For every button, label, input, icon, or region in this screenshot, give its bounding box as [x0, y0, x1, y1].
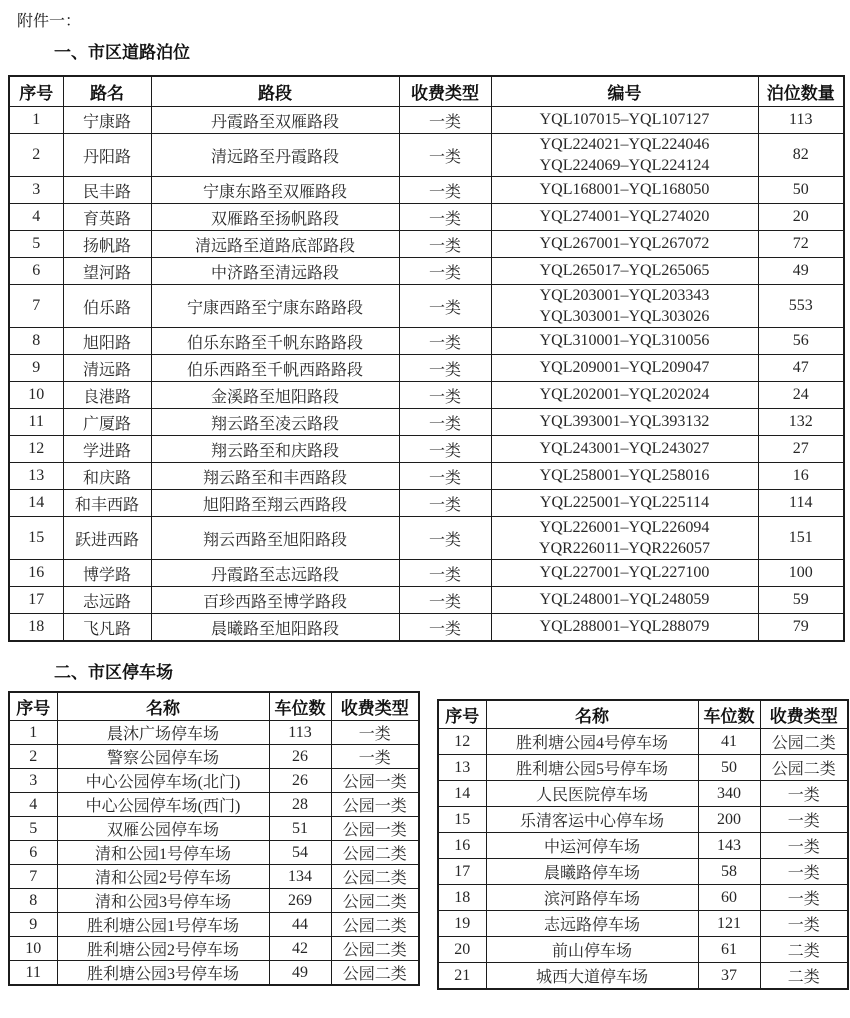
fee-type-cell: 公园一类	[331, 817, 419, 841]
table-row	[438, 937, 848, 963]
table-row	[438, 885, 848, 911]
table-row	[9, 793, 419, 817]
road-name-cell: 民丰路	[63, 177, 151, 204]
index-cell: 1	[9, 721, 57, 745]
table-row	[9, 517, 844, 560]
fee-type-cell: 公园一类	[331, 793, 419, 817]
fee-type-cell: 一类	[399, 436, 491, 463]
fee-type-cell: 一类	[399, 382, 491, 409]
attachment-label: 附件一：	[17, 13, 82, 30]
space-count-cell: 61	[698, 937, 760, 963]
lot-name-cell: 胜利塘公园4号停车场	[486, 729, 698, 755]
berth-code-cell: YQL202001–YQL202024	[491, 382, 758, 409]
fee-type-cell: 一类	[399, 355, 491, 382]
berth-code-cell: YQL209001–YQL209047	[491, 355, 758, 382]
fee-type-cell: 二类	[760, 937, 848, 963]
berth-code-cell: YQL227001–YQL227100	[491, 560, 758, 587]
berth-count-cell: 113	[758, 107, 844, 134]
header-row	[9, 76, 844, 107]
lot-name-cell: 晨曦路停车场	[486, 859, 698, 885]
road-name-cell: 学进路	[63, 436, 151, 463]
header-row	[438, 700, 848, 729]
space-count-cell: 26	[269, 769, 331, 793]
table-row	[9, 177, 844, 204]
fee-type-cell: 公园一类	[331, 769, 419, 793]
berth-count-cell: 24	[758, 382, 844, 409]
space-count-cell: 49	[269, 961, 331, 986]
table-row	[9, 560, 844, 587]
index-cell: 14	[9, 490, 63, 517]
lot-name-cell: 晨沐广场停车场	[57, 721, 269, 745]
road-name-header: 路名	[63, 76, 151, 107]
fee-type-cell: 一类	[399, 409, 491, 436]
road-section-cell: 翔云西路至旭阳路段	[151, 517, 399, 560]
index-header: 序号	[9, 692, 57, 721]
road-name-cell: 和丰西路	[63, 490, 151, 517]
table-row	[9, 285, 844, 328]
fee-type-header: 收费类型	[331, 692, 419, 721]
index-cell: 8	[9, 328, 63, 355]
fee-type-cell: 一类	[399, 463, 491, 490]
berth-count-cell: 50	[758, 177, 844, 204]
space-count-cell: 42	[269, 937, 331, 961]
berth-count-cell: 82	[758, 134, 844, 177]
road-name-cell: 飞凡路	[63, 614, 151, 642]
berth-code-cell: YQL274001–YQL274020	[491, 204, 758, 231]
berth-code-cell: YQL243001–YQL243027	[491, 436, 758, 463]
table-row	[9, 490, 844, 517]
fee-type-cell: 一类	[331, 745, 419, 769]
road-name-cell: 扬帆路	[63, 231, 151, 258]
berth-count-cell: 27	[758, 436, 844, 463]
road-section-cell: 清远路至丹霞路段	[151, 134, 399, 177]
space-count-cell: 121	[698, 911, 760, 937]
fee-type-cell: 一类	[760, 781, 848, 807]
index-cell: 19	[438, 911, 486, 937]
index-cell: 3	[9, 177, 63, 204]
road-name-cell: 跃进西路	[63, 517, 151, 560]
index-cell: 1	[9, 107, 63, 134]
index-cell: 13	[9, 463, 63, 490]
berth-code-cell: YQL168001–YQL168050	[491, 177, 758, 204]
berth-code-cell: YQL310001–YQL310056	[491, 328, 758, 355]
index-cell: 5	[9, 817, 57, 841]
table-row	[9, 134, 844, 177]
index-cell: 4	[9, 204, 63, 231]
road-section-cell: 金溪路至旭阳路段	[151, 382, 399, 409]
road-section-cell: 宁康西路至宁康东路路段	[151, 285, 399, 328]
road-name-cell: 育英路	[63, 204, 151, 231]
header-row	[9, 692, 419, 721]
berth-count-cell: 47	[758, 355, 844, 382]
index-cell: 21	[438, 963, 486, 990]
index-cell: 15	[438, 807, 486, 833]
index-cell: 2	[9, 134, 63, 177]
space-count-cell: 28	[269, 793, 331, 817]
berth-count-cell: 151	[758, 517, 844, 560]
index-cell: 18	[9, 614, 63, 642]
road-section-header: 路段	[151, 76, 399, 107]
fee-type-cell: 一类	[399, 490, 491, 517]
space-count-cell: 41	[698, 729, 760, 755]
berth-code-cell: YQL203001–YQL203343 YQL303001–YQL303026	[491, 285, 758, 328]
table-row	[9, 258, 844, 285]
lot-name-cell: 城西大道停车场	[486, 963, 698, 990]
index-cell: 12	[438, 729, 486, 755]
road-section-cell: 中济路至清远路段	[151, 258, 399, 285]
fee-type-cell: 一类	[399, 587, 491, 614]
space-count-cell: 44	[269, 913, 331, 937]
berth-code-cell: YQL288001–YQL288079	[491, 614, 758, 642]
index-cell: 10	[9, 382, 63, 409]
table-row	[9, 231, 844, 258]
fee-type-cell: 公园二类	[331, 865, 419, 889]
table-row	[9, 463, 844, 490]
table-row	[438, 859, 848, 885]
road-name-cell: 和庆路	[63, 463, 151, 490]
table-row	[9, 436, 844, 463]
index-cell: 7	[9, 865, 57, 889]
berth-count-cell: 79	[758, 614, 844, 642]
berth-count-cell: 114	[758, 490, 844, 517]
space-count-cell: 51	[269, 817, 331, 841]
table-row	[438, 833, 848, 859]
road-name-cell: 志远路	[63, 587, 151, 614]
fee-type-cell: 公园二类	[331, 937, 419, 961]
road-name-cell: 旭阳路	[63, 328, 151, 355]
fee-type-cell: 二类	[760, 963, 848, 990]
table-row	[438, 755, 848, 781]
index-cell: 4	[9, 793, 57, 817]
berth-code-cell: YQL226001–YQL226094 YQR226011–YQR226057	[491, 517, 758, 560]
fee-type-cell: 一类	[760, 859, 848, 885]
fee-type-cell: 一类	[399, 560, 491, 587]
table-row	[9, 937, 419, 961]
parking-lots-table-left	[8, 691, 420, 986]
index-cell: 11	[9, 961, 57, 986]
index-cell: 18	[438, 885, 486, 911]
berth-code-cell: YQL258001–YQL258016	[491, 463, 758, 490]
road-section-cell: 双雁路至扬帆路段	[151, 204, 399, 231]
road-section-cell: 翔云路至和庆路段	[151, 436, 399, 463]
fee-type-header: 收费类型	[399, 76, 491, 107]
berth-count-cell: 20	[758, 204, 844, 231]
lot-name-header: 名称	[57, 692, 269, 721]
berth-count-cell: 132	[758, 409, 844, 436]
table-row	[9, 889, 419, 913]
berth-code-cell: YQL393001–YQL393132	[491, 409, 758, 436]
table-row	[9, 721, 419, 745]
lot-name-cell: 双雁公园停车场	[57, 817, 269, 841]
berth-code-cell: YQL224021–YQL224046 YQL224069–YQL224124	[491, 134, 758, 177]
index-cell: 12	[9, 436, 63, 463]
space-count-cell: 134	[269, 865, 331, 889]
lot-name-cell: 中运河停车场	[486, 833, 698, 859]
fee-type-cell: 公园二类	[331, 961, 419, 986]
fee-type-cell: 一类	[760, 833, 848, 859]
index-cell: 20	[438, 937, 486, 963]
index-cell: 14	[438, 781, 486, 807]
fee-type-cell: 公园二类	[331, 841, 419, 865]
space-count-cell: 58	[698, 859, 760, 885]
road-berths-table	[8, 75, 845, 642]
road-section-cell: 丹霞路至志远路段	[151, 560, 399, 587]
space-count-cell: 60	[698, 885, 760, 911]
berth-code-cell: YQL107015–YQL107127	[491, 107, 758, 134]
berth-count-cell: 553	[758, 285, 844, 328]
space-count-cell: 200	[698, 807, 760, 833]
index-cell: 2	[9, 745, 57, 769]
fee-type-cell: 公园二类	[331, 913, 419, 937]
lot-name-cell: 清和公园1号停车场	[57, 841, 269, 865]
berth-code-cell: YQL225001–YQL225114	[491, 490, 758, 517]
berth-code-header: 编号	[491, 76, 758, 107]
road-section-cell: 伯乐西路至千帆西路路段	[151, 355, 399, 382]
road-name-cell: 伯乐路	[63, 285, 151, 328]
table-row	[438, 911, 848, 937]
road-section-cell: 旭阳路至翔云西路段	[151, 490, 399, 517]
table-row	[9, 382, 844, 409]
space-count-cell: 269	[269, 889, 331, 913]
index-cell: 9	[9, 913, 57, 937]
lot-name-cell: 志远路停车场	[486, 911, 698, 937]
table-row	[9, 841, 419, 865]
table-row	[438, 781, 848, 807]
road-section-cell: 宁康东路至双雁路段	[151, 177, 399, 204]
section1-title: 一、市区道路泊位	[54, 43, 190, 62]
lot-name-header: 名称	[486, 700, 698, 729]
table-row	[438, 729, 848, 755]
fee-type-cell: 公园二类	[760, 755, 848, 781]
table-row	[9, 587, 844, 614]
index-cell: 3	[9, 769, 57, 793]
fee-type-cell: 一类	[399, 134, 491, 177]
berth-count-cell: 49	[758, 258, 844, 285]
road-name-cell: 望河路	[63, 258, 151, 285]
road-section-cell: 百珍西路至博学路段	[151, 587, 399, 614]
lot-name-cell: 胜利塘公园5号停车场	[486, 755, 698, 781]
index-cell: 5	[9, 231, 63, 258]
fee-type-cell: 一类	[760, 807, 848, 833]
fee-type-cell: 公园二类	[760, 729, 848, 755]
index-cell: 15	[9, 517, 63, 560]
road-name-cell: 清远路	[63, 355, 151, 382]
index-cell: 13	[438, 755, 486, 781]
fee-type-cell: 一类	[760, 885, 848, 911]
index-header: 序号	[9, 76, 63, 107]
berth-count-cell: 59	[758, 587, 844, 614]
road-section-cell: 丹霞路至双雁路段	[151, 107, 399, 134]
berth-count-cell: 100	[758, 560, 844, 587]
road-section-cell: 伯乐东路至千帆东路路段	[151, 328, 399, 355]
lot-name-cell: 乐清客运中心停车场	[486, 807, 698, 833]
fee-type-cell: 一类	[399, 204, 491, 231]
fee-type-cell: 一类	[399, 614, 491, 642]
road-section-cell: 晨曦路至旭阳路段	[151, 614, 399, 642]
berth-count-header: 泊位数量	[758, 76, 844, 107]
section2-title: 二、市区停车场	[54, 663, 173, 682]
table-row	[9, 614, 844, 642]
index-cell: 16	[438, 833, 486, 859]
lot-name-cell: 胜利塘公园1号停车场	[57, 913, 269, 937]
index-cell: 6	[9, 841, 57, 865]
space-count-header: 车位数	[698, 700, 760, 729]
fee-type-cell: 一类	[331, 721, 419, 745]
road-section-cell: 清远路至道路底部路段	[151, 231, 399, 258]
lot-name-cell: 滨河路停车场	[486, 885, 698, 911]
space-count-cell: 340	[698, 781, 760, 807]
table-row	[9, 328, 844, 355]
fee-type-cell: 一类	[399, 107, 491, 134]
road-name-cell: 良港路	[63, 382, 151, 409]
space-count-cell: 50	[698, 755, 760, 781]
table-row	[9, 865, 419, 889]
lot-name-cell: 中心公园停车场(西门)	[57, 793, 269, 817]
lot-name-cell: 人民医院停车场	[486, 781, 698, 807]
lot-name-cell: 胜利塘公园3号停车场	[57, 961, 269, 986]
index-header: 序号	[438, 700, 486, 729]
berth-code-cell: YQL265017–YQL265065	[491, 258, 758, 285]
lot-name-cell: 清和公园2号停车场	[57, 865, 269, 889]
index-cell: 7	[9, 285, 63, 328]
space-count-cell: 113	[269, 721, 331, 745]
road-section-cell: 翔云路至凌云路段	[151, 409, 399, 436]
lot-name-cell: 中心公园停车场(北门)	[57, 769, 269, 793]
fee-type-cell: 一类	[399, 285, 491, 328]
table-row	[9, 961, 419, 986]
parking-tables-row	[8, 691, 843, 990]
space-count-header: 车位数	[269, 692, 331, 721]
index-cell: 16	[9, 560, 63, 587]
lot-name-cell: 清和公园3号停车场	[57, 889, 269, 913]
road-name-cell: 博学路	[63, 560, 151, 587]
space-count-cell: 26	[269, 745, 331, 769]
fee-type-cell: 一类	[399, 231, 491, 258]
berth-count-cell: 72	[758, 231, 844, 258]
fee-type-cell: 一类	[399, 177, 491, 204]
berth-code-cell: YQL248001–YQL248059	[491, 587, 758, 614]
index-cell: 11	[9, 409, 63, 436]
table-row	[9, 409, 844, 436]
fee-type-cell: 一类	[399, 328, 491, 355]
lot-name-cell: 警察公园停车场	[57, 745, 269, 769]
lot-name-cell: 胜利塘公园2号停车场	[57, 937, 269, 961]
road-section-cell: 翔云路至和丰西路段	[151, 463, 399, 490]
parking-lots-table-right	[437, 699, 849, 990]
table-row	[438, 807, 848, 833]
fee-type-header: 收费类型	[760, 700, 848, 729]
road-name-cell: 丹阳路	[63, 134, 151, 177]
index-cell: 10	[9, 937, 57, 961]
road-name-cell: 广厦路	[63, 409, 151, 436]
space-count-cell: 37	[698, 963, 760, 990]
fee-type-cell: 公园二类	[331, 889, 419, 913]
berth-count-cell: 16	[758, 463, 844, 490]
index-cell: 8	[9, 889, 57, 913]
index-cell: 17	[9, 587, 63, 614]
fee-type-cell: 一类	[399, 517, 491, 560]
table-row	[9, 817, 419, 841]
lot-name-cell: 前山停车场	[486, 937, 698, 963]
index-cell: 9	[9, 355, 63, 382]
space-count-cell: 54	[269, 841, 331, 865]
index-cell: 17	[438, 859, 486, 885]
table-row	[9, 769, 419, 793]
space-count-cell: 143	[698, 833, 760, 859]
table-row	[9, 107, 844, 134]
table-row	[9, 745, 419, 769]
berth-code-cell: YQL267001–YQL267072	[491, 231, 758, 258]
table-row	[9, 355, 844, 382]
road-name-cell: 宁康路	[63, 107, 151, 134]
table-row	[438, 963, 848, 990]
table-row	[9, 204, 844, 231]
fee-type-cell: 一类	[760, 911, 848, 937]
fee-type-cell: 一类	[399, 258, 491, 285]
berth-count-cell: 56	[758, 328, 844, 355]
table-row	[9, 913, 419, 937]
index-cell: 6	[9, 258, 63, 285]
